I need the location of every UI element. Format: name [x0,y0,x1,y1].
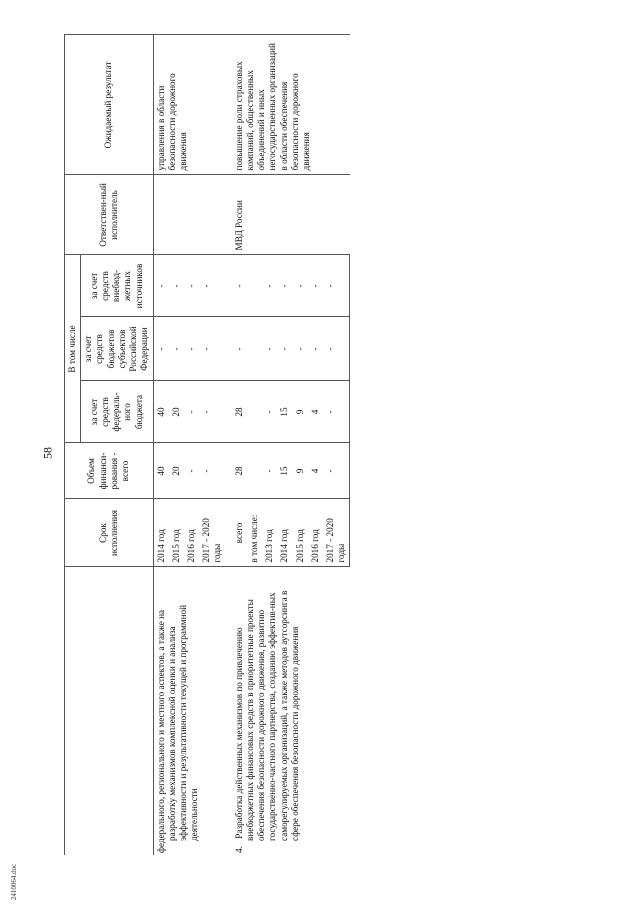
extra-cell: - [169,255,184,317]
term-cell: 2016 год [308,499,323,567]
regional-cell: - [153,317,169,381]
regional-cell: - [277,317,292,381]
extra-cell: - [199,255,225,317]
header-including: В том числе [65,255,81,443]
total-cell [247,443,262,499]
term-cell: в том числе: [247,499,262,567]
term-cell: всего [232,499,247,567]
federal-cell: 20 [169,381,184,443]
footer-doc-code: 2410064.doc [10,863,18,901]
extra-cell: - [184,255,199,317]
executor-4: МВД России [232,175,350,255]
term-cell: 2015 год [169,499,184,567]
federal-cell: - [323,381,350,443]
term-cell: 2013 год [262,499,277,567]
executor-3 [153,175,226,255]
federal-cell: 15 [277,381,292,443]
total-cell: - [199,443,225,499]
total-cell: 15 [277,443,292,499]
extra-cell: - [262,255,277,317]
federal-cell: - [262,381,277,443]
activity-4-number: 4. [233,846,244,853]
total-cell: - [262,443,277,499]
regional-cell [247,317,262,381]
term-cell: 2015 год [293,499,308,567]
extra-cell: - [232,255,247,317]
program-activities-table [64,34,350,855]
federal-cell: - [184,381,199,443]
federal-cell: - [199,381,225,443]
extra-cell [247,255,262,317]
header-federal: за счет средств федераль-ного бюджета [81,381,153,443]
table-row [153,35,169,855]
term-cell: 2016 год [184,499,199,567]
header-activity [65,567,154,855]
extra-cell: - [293,255,308,317]
federal-cell: 40 [153,381,169,443]
total-cell: 40 [153,443,169,499]
extra-cell: - [323,255,350,317]
extra-cell: - [308,255,323,317]
regional-cell: - [232,317,247,381]
page-number: 58 [40,447,55,459]
result-4: повышение роли страховых компаний, общественных объединений и иных негосударственных организаций в области обеспечения безопасности дорожного движения [232,35,350,175]
term-cell: 2017 - 2020 годы [199,499,225,567]
header-regional: за счет средств бюджетов субъектов Российской Федерации [81,317,153,381]
regional-cell: - [293,317,308,381]
term-cell: 2014 год [153,499,169,567]
total-cell: 28 [232,443,247,499]
table-row [232,35,247,855]
term-cell: 2017 - 2020 годы [323,499,350,567]
total-cell: - [323,443,350,499]
extra-cell: - [153,255,169,317]
result-3-continued: управления в области безопасности дорожного движения [153,35,226,175]
regional-cell: - [262,317,277,381]
header-term: Срок исполнения [65,499,154,567]
header-extra: за счет средств внебюд-жетных источников [81,255,153,317]
header-executor: Ответствен-ный исполнитель [65,175,154,255]
activity-4 [232,567,350,855]
federal-cell: 28 [232,381,247,443]
regional-cell: - [169,317,184,381]
term-cell: 2014 год [277,499,292,567]
regional-cell: - [184,317,199,381]
regional-cell: - [308,317,323,381]
extra-cell: - [277,255,292,317]
header-total: Объем финанси-рования - всего [65,443,154,499]
total-cell: - [184,443,199,499]
federal-cell: 9 [293,381,308,443]
activity-3-continued: федерального, регионального и местного аспектов, а также на разработку механизмов комплексной оценки и анализа эффективности и результативности текущей и программной деятельности [153,567,226,855]
header-result: Ожидаемый результат [65,35,154,175]
regional-cell: - [199,317,225,381]
activity-4-text: Разработка действенных механизмов по привлечению внебюджетных финансовых средств в приоритетные проекты обеспечения безопасности дорожного движения, развитию государственно-частного партнерства, созданию эффектив-ных саморегулируемых организаций, а также методов аутсорсинга в сфере обеспечения безопасности дорожного движения [233,590,300,841]
federal-cell: 4 [308,381,323,443]
total-cell: 4 [308,443,323,499]
total-cell: 20 [169,443,184,499]
federal-cell [247,381,262,443]
regional-cell: - [323,317,350,381]
total-cell: 9 [293,443,308,499]
